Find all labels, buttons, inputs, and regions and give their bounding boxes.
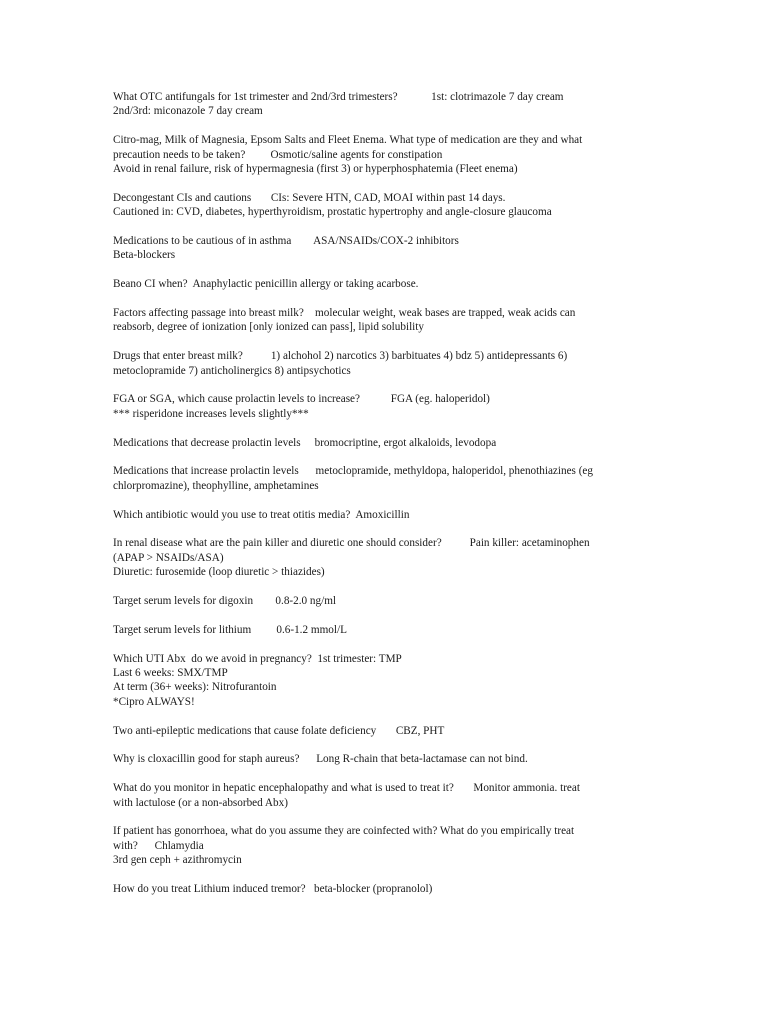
text-line: precaution needs to be taken? Osmotic/saline agents for constipation (113, 148, 443, 161)
text-line: with? Chlamydia (113, 839, 204, 852)
text-line: Beano CI when? Anaphylactic penicillin allergy or taking acarbose. (113, 278, 419, 291)
text-line: Factors affecting passage into breast milk? molecular weight, weak bases are trapped, weak acids can (113, 307, 576, 320)
text-line: Last 6 weeks: SMX/TMP (113, 667, 228, 680)
text-line: Beta-blockers (113, 249, 176, 262)
qa-block (113, 652, 673, 710)
text-line: Avoid in renal failure, risk of hypermagnesia (first 3) or hyperphosphatemia (Fleet enema) (113, 163, 518, 176)
text-line: Which antibiotic would you use to treat otitis media? Amoxicillin (113, 508, 410, 521)
text-line: (APAP > NSAIDs/ASA) (113, 551, 224, 564)
qa-block (113, 882, 673, 896)
text-line: If patient has gonorrhoea, what do you assume they are coinfected with? What do you empirically treat (113, 825, 575, 838)
qa-block (113, 508, 673, 522)
text-line: metoclopramide 7) anticholinergics 8) antipsychotics (113, 364, 351, 377)
qa-block (113, 392, 673, 421)
qa-block (113, 623, 673, 637)
qa-block (113, 234, 673, 263)
qa-block (113, 464, 673, 493)
text-line: *** risperidone increases levels slightly*** (113, 407, 309, 420)
text-line: Medications to be cautious of in asthma ASA/NSAIDs/COX-2 inhibitors (113, 235, 459, 248)
qa-block (113, 133, 673, 176)
text-line: Target serum levels for lithium 0.6-1.2 mmol/L (113, 623, 347, 636)
text-line: What OTC antifungals for 1st trimester and 2nd/3rd trimesters? 1st: clotrimazole 7 day cream (113, 91, 564, 103)
text-line: Which UTI Abx do we avoid in pregnancy? 1st trimester: TMP (113, 652, 402, 665)
text-line: Two anti-epileptic medications that cause folate deficiency CBZ, PHT (113, 724, 445, 737)
qa-block (113, 277, 673, 291)
text-line: reabsorb, degree of ionization [only ionized can pass], lipid solubility (113, 321, 424, 334)
qa-block (113, 191, 673, 220)
text-line: What do you monitor in hepatic encephalopathy and what is used to treat it? Monitor ammonia. treat (113, 782, 580, 795)
text-line: Diuretic: furosemide (loop diuretic > thiazides) (113, 566, 325, 579)
text-line: How do you treat Lithium induced tremor? beta-blocker (propranolol) (113, 883, 433, 896)
text-line: Medications that increase prolactin levels metoclopramide, methyldopa, haloperidol, phenothiazines (eg (113, 465, 593, 478)
text-line: 3rd gen ceph + azithromycin (113, 854, 242, 867)
qa-block (113, 724, 673, 738)
qa-block (113, 436, 673, 450)
text-line: Drugs that enter breast milk? 1) alchohol 2) narcotics 3) barbituates 4) bdz 5) antidepressants 6) (113, 350, 568, 363)
text-line: 2nd/3rd: miconazole 7 day cream (113, 105, 263, 118)
text-line: chlorpromazine), theophylline, amphetamines (113, 479, 319, 492)
text-line: with lactulose (or a non-absorbed Abx) (113, 796, 288, 809)
text-line: Decongestant CIs and cautions CIs: Severe HTN, CAD, MOAI within past 14 days. (113, 191, 506, 204)
text-line: Medications that decrease prolactin levels bromocriptine, ergot alkaloids, levodopa (113, 436, 497, 449)
qa-block (113, 781, 673, 810)
qa-block (113, 594, 673, 608)
text-line: At term (36+ weeks): Nitrofurantoin (113, 681, 277, 694)
text-line: Cautioned in: CVD, diabetes, hyperthyroidism, prostatic hypertrophy and angle-closure glaucoma (113, 206, 552, 219)
qa-block (113, 752, 673, 766)
text-line: Why is cloxacillin good for staph aureus? Long R-chain that beta-lactamase can not bind. (113, 753, 528, 766)
qa-block (113, 90, 673, 119)
qa-block (113, 536, 673, 579)
text-line: *Cipro ALWAYS! (113, 695, 195, 708)
text-line: Citro-mag, Milk of Magnesia, Epsom Salts and Fleet Enema. What type of medication are they and what (113, 134, 583, 147)
qa-block (113, 824, 673, 867)
text-line: In renal disease what are the pain killer and diuretic one should consider? Pain killer: acetaminophen (113, 537, 590, 550)
text-line: FGA or SGA, which cause prolactin levels to increase? FGA (eg. haloperidol) (113, 393, 490, 406)
text-line: Target serum levels for digoxin 0.8-2.0 ng/ml (113, 595, 337, 608)
qa-block (113, 306, 673, 335)
qa-block (113, 349, 673, 378)
document-body (113, 90, 673, 911)
